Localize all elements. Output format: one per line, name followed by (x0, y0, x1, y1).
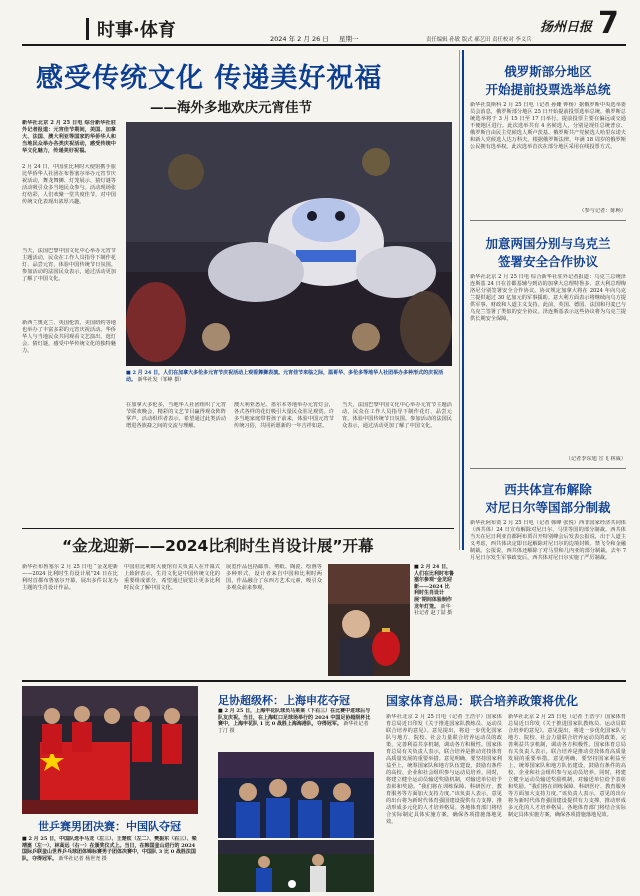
russia-body: 新华社莫斯科 2 月 25 日电（记者 孙姗 钟杨）据俄罗斯中央选举委员会消息，俄罗斯部分地区 25 日开始提前投票选举总统。俄罗斯总统选举将于 3 月 15 日至 17 日举行。提前投票主要在偏远或交通不便地区进行。此次选举共有 4 名候选人，分别是现任总统普京、俄罗斯自由民主党候选人斯卢茨基、俄罗斯共产党候选人哈里东诺夫和新人党候选人达万科夫。根据俄罗斯法律，年满 18 周岁的俄罗斯公民拥有选举权。此次选举首次在部分地区采用在线投票方式。 (470, 102, 626, 150)
lantern-body-6: 当天，法国巴黎中国文化中心举办元宵节主题活动，民众在工作人员指导下制作花灯、品尝元宵，体验中国传统节日氛围。参加活动的法国民众表示，通过活动更加了解了中国文化。 (342, 402, 452, 429)
table-tennis-photo-credit: 新华社记者 杨世尧 摄 (58, 855, 107, 862)
stamp-photo (328, 564, 410, 676)
right-rule-1 (470, 220, 626, 221)
lantern-headline: 感受传统文化 传递美好祝福 (36, 63, 383, 94)
lantern-body-1: 2 月 24 日，中国驻比利时大使馆携手旅比华侨华人社团在布鲁塞尔举办元宵节庆祝活动，舞龙舞狮、灯笼展示、猜灯谜等活动吸引众多当地民众参与。活动现场张灯结彩，人们欢聚一堂共度佳节，对中国传统文化表现出浓厚兴趣。 (22, 164, 116, 205)
stamp-photo-credit: 新华社记者 赵丁喆 摄 (414, 603, 453, 617)
stamp-top-rule (22, 528, 454, 529)
stamp-headline: “金龙迎新——2024比利时生肖设计展”开幕 (62, 537, 374, 555)
football-caption-text: ■ 2 月 25 日，上海申花队球员马莱莱（下右三）在比赛中进球后与队友庆祝。当日，在上海虹口足球场举行的 2024 中国足协超级杯比赛中，上海申花队 1 比 0 战胜上海海港队，夺得冠军。 (218, 708, 371, 728)
table-tennis-caption (22, 836, 198, 892)
stamp-body-1: 中国驻比利时大使馆有关负责人在开幕式上致辞表示，生肖文化是中国传统文化的重要组成部分，希望通过展览让更多比利时民众了解中国文化。 (124, 564, 220, 591)
canada-headline-2: 签署安全合作协议 (497, 254, 598, 269)
section-label: 时事·体育 (97, 20, 176, 41)
lantern-story (22, 48, 454, 524)
table-tennis-caption-text: ■ 2 月 25 日，中国队选手马龙（左三）、王楚钦（左二）、樊振东（右三）、梁靖崑（左一）、林高远（右一）在颁奖仪式上。当日，在韩国釜山进行的 2024 国际乒联釜山世界乒乓球团体锦标赛男子团体决赛中，中国队 3 比 0 战胜法国队，夺得冠军。 (22, 836, 197, 862)
lantern-body-5: 澳大利亚悉尼、墨尔本等地举办元宵灯会，各式各样的花灯吸引大量民众驻足观赏。许多当地家庭带着孩子前来，体验中国元宵节传统习俗，共同祈愿新的一年吉祥如意。 (234, 402, 334, 429)
football-celebration-illustration (218, 752, 374, 838)
ecowas-headline-2: 对尼日尔等国部分制裁 (485, 500, 611, 515)
lion-dance-photo (126, 122, 452, 366)
lantern-photo-credit: 新华社发（邹峥 摄） (137, 376, 185, 383)
lantern-body-4: 在加拿大多伦多，当地华人社团组织了元宵节联欢晚会，精彩的文艺节目赢得观众阵阵掌声。活动组织者表示，希望通过此类活动增进各族裔之间的交流与理解。 (126, 402, 226, 429)
ecowas-body: 新华社阿布贾 2 月 25 日电（记者 韩峰 张悦）西非国家经济共同体（西共体）24 日宣布解除对尼日尔、马里等国的部分制裁。西共体当天在尼日利亚首都阿布贾召开特别峰会后发表公报说，出于人道主义考虑，西共体决定即日起解除对尼日尔的边境封锁、禁飞令和金融制裁。公报说，西共体还解除了对马里和几内亚的部分制裁。去年 7 月尼日尔发生军事政变后，西共体对尼日尔实施了严厉制裁。 (470, 520, 626, 561)
football-caption (218, 708, 374, 748)
stamp-story (22, 528, 454, 678)
column-divider (459, 50, 460, 550)
right-rule-2 (470, 468, 626, 469)
lantern-caption (126, 370, 452, 398)
table-tennis-photo (22, 686, 198, 814)
page-number: 7 (598, 6, 619, 41)
lantern-subheadline: ——海外多地欢庆元宵佳节 (150, 100, 312, 116)
masthead (0, 0, 640, 44)
stamp-caption (414, 564, 454, 676)
football-photo-1 (218, 752, 374, 838)
lantern-body-3: 新西兰奥克兰、英国伦敦、美国纽约等地也举办了丰富多彩的元宵庆祝活动。华侨华人与当地民众共同观看文艺演出、逛灯会、猜灯谜，感受中华传统文化的独特魅力。 (22, 320, 116, 354)
podium-illustration (22, 686, 198, 814)
football-match-illustration (218, 840, 374, 892)
masthead-date (270, 34, 358, 43)
canada-body: 新华社北京 2 月 25 日电 综合新华社驻外记者报道：乌克兰总统泽连斯基 24 日在首都基辅与到访的加拿大总理特鲁多、意大利总理梅洛尼分别签署安全合作协议。协议规定加拿大将在 2024 年向乌克兰提供超过 30 亿加元的军事援助。意大利方面表示将继续向乌方提供军事、财政和人道主义支持。此前，英国、德国、法国和丹麦已与乌克兰签署了类似的安全协议。泽连斯基表示这些协议将为乌克兰提供长期安全保障。 (470, 274, 626, 322)
lantern-lead: 新华社北京 2 月 25 日电 综合新华社驻外记者报道：元宵佳节期间，美国、加拿大、法国、澳大利亚等国家的华侨华人和当地民众举办各类庆祝活动，感受传统中华文化魅力，传递美好祝福。 (22, 120, 116, 154)
canada-credit: （记者李东旭 宣飞 林威） (565, 456, 626, 462)
sports-admin-body-1: 新华社北京 2 月 25 日电（记者 王浩宇）国家体育总局近日印发《关于推进国家队教练员、运动员联合培养的意见》。意见提出，将进一步优化国家队与地方、院校、社会力量联合培养运动员的政策，完善利益共享机制，调动各方积极性。国家体育总局有关负责人表示，联合培养是推动竞技体育高质量发展的重要举措。意见明确，要坚持国家利益至上，统筹国家队和地方队伍建设，鼓励有条件的高校、企业和社会组织参与运动员培养。同时，将建立健全运动员输送奖励机制，对输送单位给予表彰和奖励。“我们将在训练保障、科研医疗、教育服务等方面加大支持力度。”该负责人表示，意见的出台将为新时代体育强国建设提供有力支撑，推动形成多元化的人才培养格局。各地体育部门将结合实际制定具体实施方案，确保各项措施落地见效。 (386, 714, 502, 825)
masthead-credits: 责任编辑 孙敏 版式 郝艺田 责任校对 李义兵 (426, 37, 532, 43)
masthead-rule (22, 44, 626, 46)
paper-logo: 扬州日报 (540, 20, 593, 35)
russia-headline-2: 开始提前投票选举总统 (485, 82, 611, 97)
football-headline: 足协超级杯：上海申花夺冠 (218, 694, 350, 707)
football-photo-2 (218, 840, 374, 892)
lion-dance-illustration (126, 122, 452, 366)
weekday-text: 星期一 (338, 35, 359, 43)
ecowas-headline-1: 西共体宣布解除 (504, 482, 592, 497)
canada-headline-1: 加意两国分别与乌克兰 (485, 236, 611, 251)
stamp-lead: 新华社布鲁塞尔 2 月 25 日电 “金龙迎新——2024 比利时生肖设计展”24 日在比利时首都布鲁塞尔开幕，展出多件以龙为主题的生肖设计作品。 (22, 564, 118, 591)
russia-credit: （参与记者：陈畅） (579, 208, 626, 214)
russia-headline-1: 俄罗斯部分地区 (504, 64, 592, 79)
right-column (470, 50, 626, 680)
stamp-body-2: 展览作品包括邮票、剪纸、陶瓷、绘画等多种形式，设计者来自中国和比利时两国，作品融合了东西方艺术元素，吸引众多观众前来参观。 (226, 564, 322, 591)
table-tennis-headline: 世乒赛男团决赛：中国队夺冠 (38, 820, 181, 833)
football-photo-credit: 新华社记者 丁汀 摄 (218, 721, 369, 734)
lantern-craft-illustration (328, 564, 410, 676)
bottom-band-rule (22, 680, 626, 682)
column-divider-accent (462, 50, 464, 550)
sports-admin-body-2: 新华社北京 2 月 25 日电（记者 王浩宇）国家体育总局近日印发《关于推进国家队教练员、运动员联合培养的意见》。意见提出，将进一步优化国家队与地方、院校、社会力量联合培养运动员的政策，完善利益共享机制，调动各方积极性。国家体育总局有关负责人表示，联合培养是推动竞技体育高质量发展的重要举措。意见明确，要坚持国家利益至上，统筹国家队和地方队伍建设，鼓励有条件的高校、企业和社会组织参与运动员培养。同时，将建立健全运动员输送奖励机制，对输送单位给予表彰和奖励。“我们将在训练保障、科研医疗、教育服务等方面加大支持力度。”该负责人表示，意见的出台将为新时代体育强国建设提供有力支撑，推动形成多元化的人才培养格局。各地体育部门将结合实际制定具体实施方案，确保各项措施落地见效。 (508, 714, 626, 818)
lantern-caption-text: ■ 2 月 24 日，人们在加拿大多伦多元宵节庆祝活动上观看舞狮表演。元宵佳节来临之际，温哥华、多伦多等地华人社团举办多种形式的庆祝活动。 (126, 370, 444, 383)
lantern-body-2: 当天，法国巴黎中国文化中心举办元宵节主题活动，民众在工作人员指导下制作花灯、品尝元宵，体验中国传统节日氛围。参加活动的法国民众表示，通过活动更加了解了中国文化。 (22, 248, 116, 282)
stamp-caption-text: ■ 2 月 24 日，人们在比利时布鲁塞尔参观“金龙迎新——2024 比利时生肖设计展”期间体验制作龙年灯笼。 (414, 564, 454, 610)
sports-admin-headline: 国家体育总局：联合培养政策将优化 (386, 694, 579, 708)
date-text: 2024 年 2 月 26 日 (270, 35, 329, 43)
